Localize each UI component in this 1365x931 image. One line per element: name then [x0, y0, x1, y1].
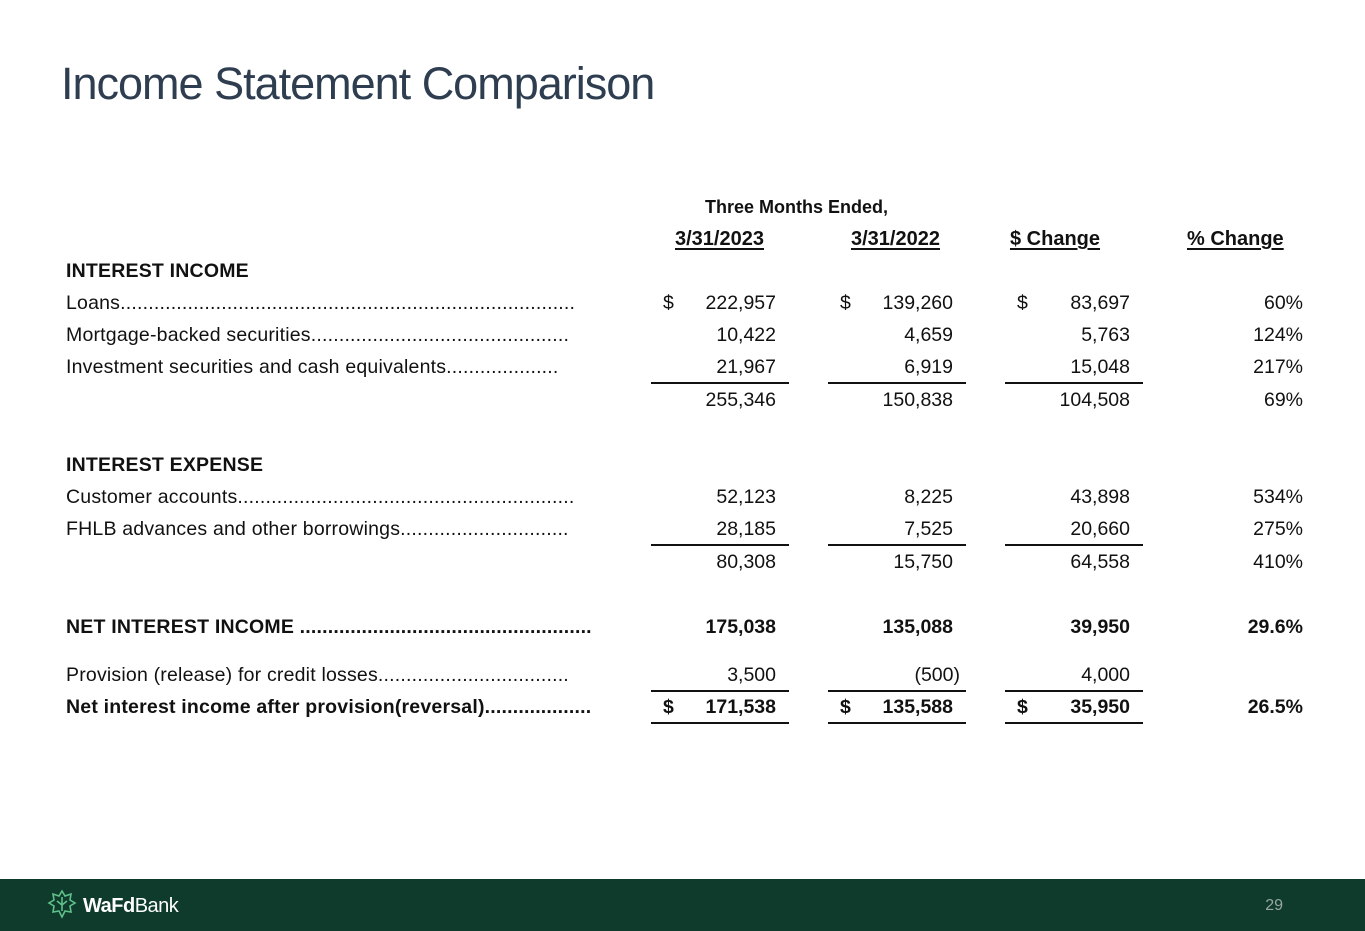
section-label: INTEREST INCOME: [66, 260, 249, 282]
row-label: Provision (release) for credit losses..................................: [66, 664, 569, 686]
logo-text: WaFdBank: [83, 894, 179, 917]
value-dollar-change: 64,558: [1070, 551, 1130, 573]
col-header-2022: 3/31/2022: [851, 228, 940, 250]
footer-bar: [0, 879, 1365, 931]
subtotal-rule: [828, 544, 966, 546]
value-pct-change: 410%: [1253, 551, 1303, 573]
table-row-subtotal: [0, 389, 1365, 419]
subtotal-rule: [828, 690, 966, 692]
value-2023: 3,500: [727, 664, 776, 686]
value-2023: 171,538: [705, 696, 776, 718]
total-rule: [651, 722, 789, 724]
value-pct-change: 124%: [1253, 324, 1303, 346]
value-pct-change: 217%: [1253, 356, 1303, 378]
currency-symbol: $: [1017, 292, 1028, 314]
col-header-dollar-change: $ Change: [1010, 228, 1101, 250]
value-pct-change: 60%: [1263, 292, 1303, 314]
value-2023: 10,422: [716, 324, 776, 346]
row-label: FHLB advances and other borrowings..............................: [66, 518, 569, 540]
page-title: Income Statement Comparison: [61, 58, 655, 109]
total-rule: [828, 722, 966, 724]
currency-symbol: $: [663, 696, 674, 718]
subtotal-rule: [1005, 690, 1143, 692]
value-2022: 15,750: [893, 551, 953, 573]
value-2023: 52,123: [716, 486, 776, 508]
currency-symbol: $: [840, 292, 851, 314]
currency-symbol: $: [663, 292, 674, 314]
value-dollar-change: 15,048: [1070, 356, 1130, 378]
page-number: 29: [1265, 897, 1283, 914]
subtotal-rule: [1005, 382, 1143, 384]
row-label: Mortgage-backed securities..............................................: [66, 324, 570, 346]
currency-symbol: $: [1017, 696, 1028, 718]
value-2022: 135,588: [882, 696, 953, 718]
value-pct-change: 26.5%: [1247, 696, 1303, 718]
value-pct-change: 29.6%: [1247, 616, 1303, 638]
section-label: INTEREST EXPENSE: [66, 454, 264, 476]
row-label: NET INTEREST INCOME ....................................................: [66, 616, 592, 638]
value-dollar-change: 43,898: [1070, 486, 1130, 508]
value-2022: (500): [914, 664, 960, 686]
value-2022: 4,659: [904, 324, 953, 346]
table-row: [0, 324, 1365, 354]
subtotal-rule: [1005, 544, 1143, 546]
row-label: Net interest income after provision(reversal)...................: [66, 696, 592, 718]
value-2022: 8,225: [904, 486, 953, 508]
row-label: Investment securities and cash equivalents....................: [66, 356, 559, 378]
value-dollar-change: 4,000: [1081, 664, 1130, 686]
subtotal-rule: [651, 544, 789, 546]
row-label: Loans.................................................................................: [66, 292, 576, 314]
table-row-subtotal: [0, 551, 1365, 581]
value-dollar-change: 35,950: [1070, 696, 1130, 718]
value-2022: 7,525: [904, 518, 953, 540]
value-2022: 139,260: [882, 292, 953, 314]
table-row: [0, 486, 1365, 516]
value-2023: 255,346: [705, 389, 776, 411]
table-row-net-interest-income: [0, 616, 1365, 646]
subtotal-rule: [651, 690, 789, 692]
value-2023: 21,967: [716, 356, 776, 378]
section-interest-income: [0, 260, 1365, 290]
subtotal-rule: [828, 382, 966, 384]
value-2022: 6,919: [904, 356, 953, 378]
value-dollar-change: 20,660: [1070, 518, 1130, 540]
value-pct-change: 275%: [1253, 518, 1303, 540]
value-2022: 150,838: [882, 389, 953, 411]
wafd-logo: [47, 891, 178, 921]
currency-symbol: $: [840, 696, 851, 718]
subtotal-rule: [651, 382, 789, 384]
value-dollar-change: 83,697: [1070, 292, 1130, 314]
value-2023: 80,308: [716, 551, 776, 573]
value-2023: 175,038: [705, 616, 776, 638]
value-2023: 28,185: [716, 518, 776, 540]
table-row: [0, 292, 1365, 322]
wafd-leaf-icon: [47, 889, 77, 924]
value-2023: 222,957: [705, 292, 776, 314]
value-dollar-change: 5,763: [1081, 324, 1130, 346]
row-label: Customer accounts............................................................: [66, 486, 575, 508]
col-header-2023: 3/31/2023: [675, 228, 764, 250]
value-pct-change: 534%: [1253, 486, 1303, 508]
period-header: Three Months Ended,: [705, 197, 889, 217]
value-dollar-change: 104,508: [1059, 389, 1130, 411]
value-pct-change: 69%: [1263, 389, 1303, 411]
value-2022: 135,088: [882, 616, 953, 638]
section-interest-expense: [0, 454, 1365, 484]
value-dollar-change: 39,950: [1070, 616, 1130, 638]
total-rule: [1005, 722, 1143, 724]
col-header-pct-change: % Change: [1187, 228, 1284, 250]
